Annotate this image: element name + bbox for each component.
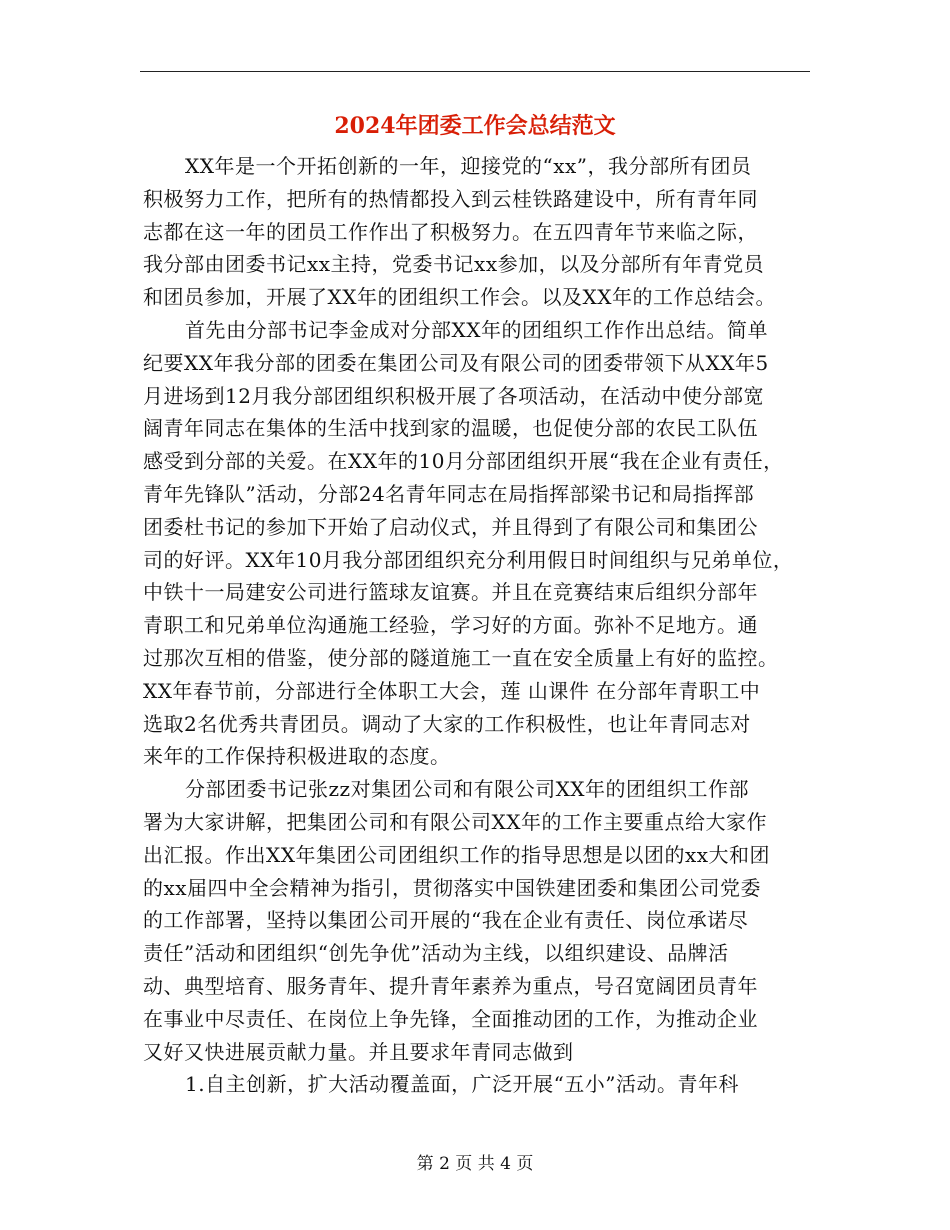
text-line: 积极努力工作，把所有的热情都投入到云桂铁路建设中，所有青年同 bbox=[143, 186, 758, 211]
document-title: 2024年团委工作会总结范文 bbox=[334, 113, 616, 139]
paragraph-4 bbox=[143, 1068, 813, 1101]
text-line: 又好又快进展贡献力量。并且要求年青同志做到 bbox=[143, 1039, 574, 1064]
text-line: 首先由分部书记李金成对分部XX年的团组织工作作出总结。简单 bbox=[185, 317, 768, 342]
text-line: 署为大家讲解，把集团公司和有限公司XX年的工作主要重点给大家作 bbox=[143, 809, 767, 834]
text-line: 青年先锋队”活动，分部24名青年同志在局指挥部梁书记和局指挥部 bbox=[143, 481, 755, 506]
text-line: 的xx届四中全会精神为指引，贯彻落实中国铁建团委和集团公司党委 bbox=[143, 875, 762, 900]
text-line: 纪要XX年我分部的团委在集团公司及有限公司的团委带领下从XX年5 bbox=[143, 350, 769, 375]
text-line: 出汇报。作出XX年集团公司团组织工作的指导思想是以团的xx大和团 bbox=[143, 842, 771, 867]
text-line: 的工作部署，坚持以集团公司开展的“我在企业有责任、岗位承诺尽 bbox=[143, 908, 749, 933]
page-footer: 第 2 页 共 4 页 bbox=[416, 1154, 534, 1174]
text-line: 团委杜书记的参加下开始了启动仪式，并且得到了有限公司和集团公 bbox=[143, 514, 758, 539]
document-body bbox=[143, 150, 813, 1101]
paragraph-1 bbox=[143, 150, 813, 314]
text-line: 分部团委书记张zz对集团公司和有限公司XX年的团组织工作部 bbox=[185, 777, 750, 802]
text-line: 中铁十一局建安公司进行篮球友谊赛。并且在竞赛结束后组织分部年 bbox=[143, 580, 758, 605]
text-line: 动、典型培育、服务青年、提升青年素养为重点，号召宽阔团员青年 bbox=[143, 973, 758, 998]
text-line: 来年的工作保持积极进取的态度。 bbox=[143, 744, 451, 769]
text-line: 青职工和兄弟单位沟通施工经验，学习好的方面。弥补不足地方。通 bbox=[143, 613, 758, 638]
header-rule bbox=[140, 71, 810, 72]
paragraph-2 bbox=[143, 314, 813, 773]
text-line: 选取2名优秀共青团员。调动了大家的工作积极性，也让年青同志对 bbox=[143, 711, 751, 736]
text-line: 我分部由团委书记xx主持，党委书记xx参加，以及分部所有年青党员 bbox=[143, 252, 765, 277]
text-line: XX年是一个开拓创新的一年，迎接党的“xx”，我分部所有团员 bbox=[185, 154, 752, 178]
text-line: 1.自主创新，扩大活动覆盖面，广泛开展“五小”活动。青年科 bbox=[185, 1072, 740, 1097]
text-line: 和团员参加，开展了XX年的团组织工作会。以及XX年的工作总结会。 bbox=[143, 285, 776, 310]
text-line: 司的好评。XX年10月我分部团组织充分利用假日时间组织与兄弟单位， bbox=[143, 547, 794, 572]
text-line: 月进场到12月我分部团组织积极开展了各项活动，在活动中使分部宽 bbox=[143, 383, 764, 408]
text-line: XX年春节前，分部进行全体职工大会，莲 山课件 在分部年青职工中 bbox=[143, 678, 761, 703]
text-line: 感受到分部的关爱。在XX年的10月分部团组织开展“我在企业有责任， bbox=[143, 449, 784, 474]
text-line: 在事业中尽责任、在岗位上争先锋，全面推动团的工作，为推动企业 bbox=[143, 1006, 758, 1031]
text-line: 阔青年同志在集体的生活中找到家的温暖，也促使分部的农民工队伍 bbox=[143, 416, 758, 441]
text-line: 志都在这一年的团员工作作出了积极努力。在五四青年节来临之际， bbox=[143, 219, 758, 244]
text-line: 责任”活动和团组织“创先争优”活动为主线，以组织建设、品牌活 bbox=[143, 941, 729, 966]
text-line: 过那次互相的借鉴，使分部的隧道施工一直在安全质量上有好的监控。 bbox=[143, 645, 779, 670]
paragraph-3 bbox=[143, 773, 813, 1068]
